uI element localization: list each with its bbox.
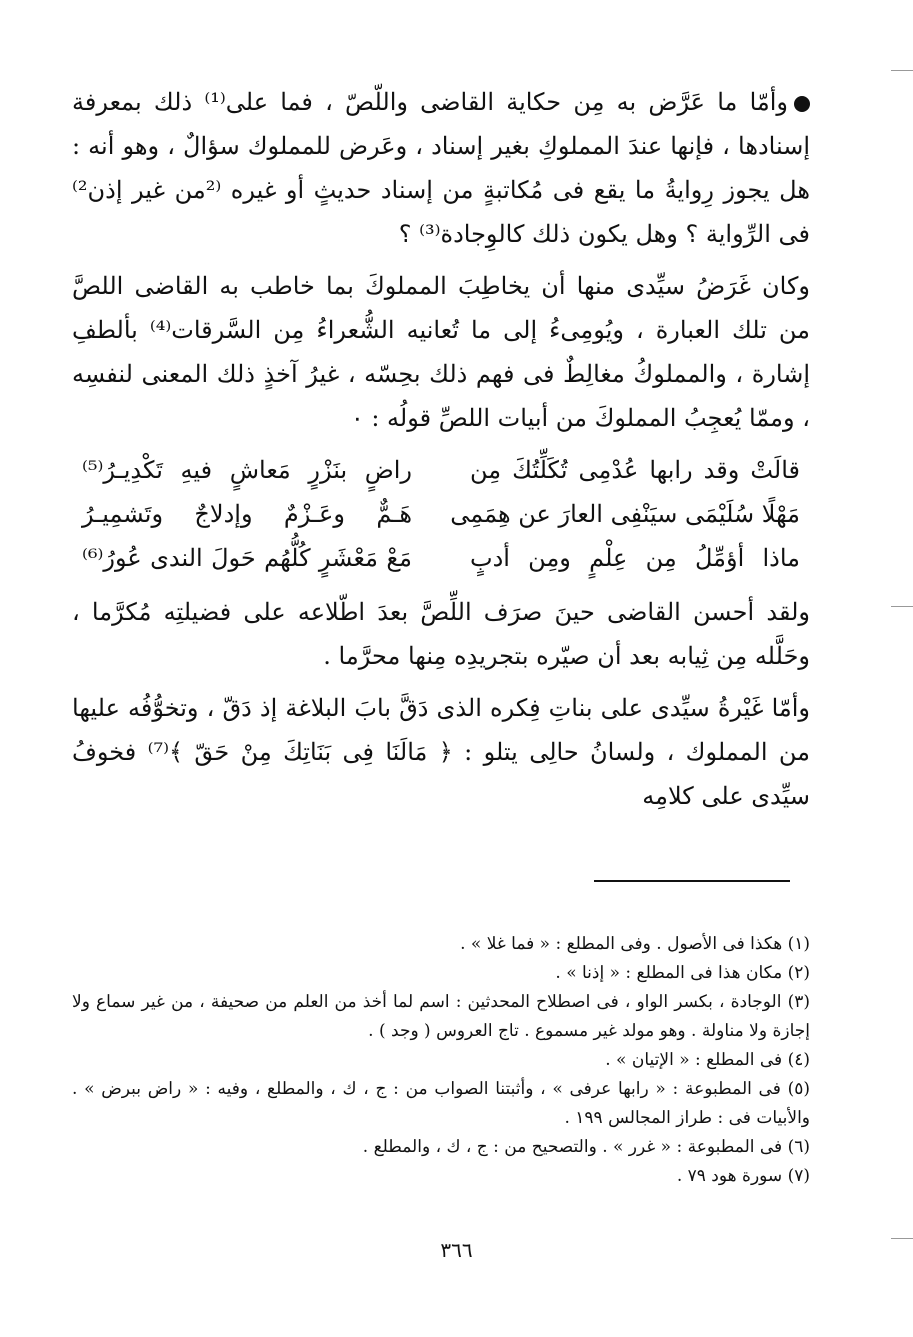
verse-1-second-hemistich: راضٍ بنَزْرٍ مَعاشٍ فيهِ تَكْدِيـرُ⁽⁵⁾ xyxy=(82,456,412,484)
footnotes xyxy=(72,930,810,1191)
footnote-2: (٢) مكان هذا فى المطلع : « إذنا » . xyxy=(555,963,810,983)
footnote-5: (٥) فى المطبوعة : « رابها عرفى » ، وأثبتنا الصواب من : ج ، ك ، والمطلع ، وفيه : « راض ببرض » . والأبيات فى : طراز المجالس ١٩٩ . xyxy=(72,1079,810,1128)
paragraph-4: وأمّا غَيْرةُ سيِّدى على بناتِ فِكره الذى دَقَّ بابَ البلاغة إذ دَقّ ، وتخوُّفُه عليها من المملوك ، ولسانُ حالِى يتلو : ﴿ مَالَنَا فِى بَنَاتِكَ مِنْ حَقّ ﴾⁽⁷⁾ فخوفُ سيِّدى على كلامِه xyxy=(72,694,810,810)
paragraph-3: ولقد أحسن القاضى حينَ صرَف اللِّصَّ بعدَ اطّلاعه على فضيلتِه مُكرَّما ، وحَلَّله مِن ثِيابه بعد أن صيّره بتجريدِه مِنها محرَّما . xyxy=(72,598,810,670)
edge-mark xyxy=(891,606,913,607)
footnote-7: (٧) سورة هود ٧٩ . xyxy=(676,1166,810,1186)
verse-line-2 xyxy=(72,492,810,536)
bullet-icon xyxy=(794,96,810,112)
footnote-6: (٦) فى المطبوعة : « غرر » . والتصحيح من : ج ، ك ، والمطلع . xyxy=(362,1137,810,1157)
main-text xyxy=(72,80,810,826)
verse-line-1 xyxy=(72,448,810,492)
verse-line-3 xyxy=(72,536,810,580)
paragraph-1-text: وأمّا ما عَرَّض به مِن حكاية القاضى واللّصّ ، فما على⁽¹⁾ ذلك بمعرفة إسنادها ، فإنها عندَ المملوكِ بغير إسناد ، وعَرض للمملوك سؤالٌ ، وهو أنه : هل يجوز رِوايةُ ما يقع فى مُكاتبةٍ من إسناد حديثٍ أو غيره ⁽²من غير إذن²⁾ فى الرِّواية ؟ وهل يكون ذلك كالوِجادة⁽³⁾ ؟ xyxy=(72,88,810,248)
verse-2-second-hemistich: هَـمٌّ وعَـزْمٌ وإدلاجٌ وتَشمِيـرُ xyxy=(82,500,412,528)
poem xyxy=(72,448,810,580)
edge-mark xyxy=(891,70,913,71)
paragraph-2: وكان غَرَضُ سيِّدى منها أن يخاطِبَ المملوكَ بما خاطب به القاضى اللصَّ من تلك العبارة ، ويُومِىءُ إلى ما تُعانيه الشُّعراءُ مِن السَّرقات⁽⁴⁾ بألطفِ إشارة ، والمملوكُ مغالِطٌ فى فهم ذلك بحِسّه ، غيرُ آخذٍ ذلك المعنى لنفسِه ، وممّا يُعجِبُ المملوكَ من أبيات اللصِّ قولُه : ٠ xyxy=(72,272,811,432)
verse-1-first-hemistich: قالَتْ وقد رابها عُدْمِى تُكَلِّتُكَ مِن xyxy=(470,456,800,484)
page-number: ٣٦٦ xyxy=(440,1238,473,1262)
footnote-3: (٣) الوجادة ، بكسر الواو ، فى اصطلاح المحدثين : اسم لما أخذ من العلم من صحيفة ، من غير سماع ولا إجازة ولا مناولة . وهو مولد غير مسموع . تاج العروس ( وجد ) . xyxy=(72,992,810,1041)
verse-3-first-hemistich: ماذا أؤمِّلُ مِن عِلْمٍ ومِن أدبٍ xyxy=(470,544,800,572)
edge-mark xyxy=(891,1238,913,1239)
verse-3-second-hemistich: مَعْ مَعْشَرٍ كُلُّهُم حَولَ الندى عُورُ⁽⁶⁾ xyxy=(82,544,412,572)
paragraph-1 xyxy=(72,80,810,256)
footnote-1: (١) هكذا فى الأصول . وفى المطلع : « فما غلا » . xyxy=(460,934,810,954)
footnote-4: (٤) فى المطلع : « الإتيان » . xyxy=(605,1050,810,1070)
footnote-separator xyxy=(594,880,790,882)
verse-2-first-hemistich: مَهْلًا سُلَيْمَى سيَنْفِى العارَ عن هِمَمِى xyxy=(450,500,800,528)
